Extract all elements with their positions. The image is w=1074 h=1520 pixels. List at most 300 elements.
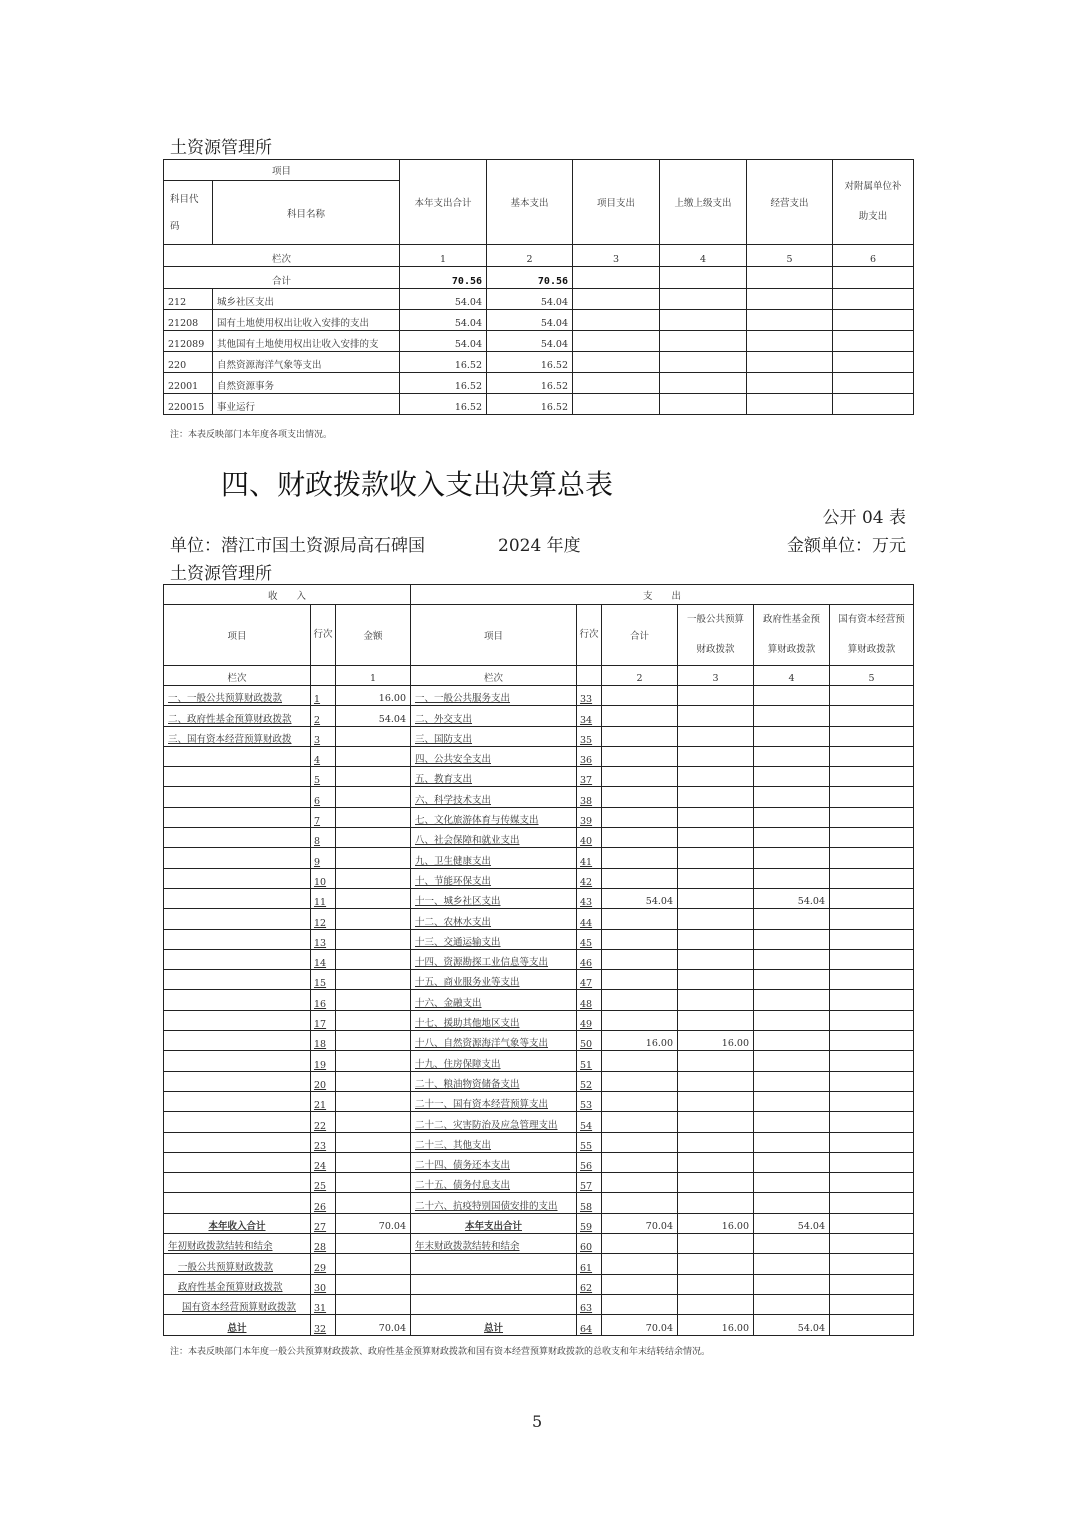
expense-amount <box>830 1132 914 1152</box>
expense-amount <box>678 787 754 807</box>
header-col-4: 上缴上级支出 <box>660 160 747 245</box>
expense-amount <box>602 807 678 827</box>
expense-amount <box>830 767 914 787</box>
expense-item: 十八、自然资源海洋气象等支出 <box>411 1031 577 1051</box>
expense-item: 二十三、其他支出 <box>411 1132 577 1152</box>
carry-row <box>164 1294 914 1314</box>
expense-amount <box>602 990 678 1010</box>
carry-row <box>164 1254 914 1274</box>
amount-cell: 54.04 <box>400 310 487 331</box>
expense-amount <box>754 1091 830 1111</box>
expense-line-no: 47 <box>577 970 602 990</box>
expense-amount <box>754 949 830 969</box>
income-amount: 70.04 <box>336 1213 411 1233</box>
table-row <box>164 929 914 949</box>
col-index: 6 <box>833 245 914 267</box>
total-value: 70.56 <box>400 267 487 289</box>
expense-amount <box>678 1193 754 1213</box>
expense-amount <box>678 1274 754 1294</box>
income-item: 本年收入合计 <box>164 1213 311 1233</box>
expense-amount <box>754 1051 830 1071</box>
income-amount <box>336 1112 411 1132</box>
expense-line-no: 56 <box>577 1152 602 1172</box>
expense-item: 六、科学技术支出 <box>411 787 577 807</box>
amount-cell <box>747 352 833 373</box>
expense-line-no: 45 <box>577 929 602 949</box>
income-line-no: 6 <box>311 787 336 807</box>
table-row <box>164 828 914 848</box>
expense-amount <box>602 706 678 726</box>
expense-amount <box>678 929 754 949</box>
expense-amount <box>830 848 914 868</box>
header-code: 科目代码 <box>164 181 213 245</box>
expense-line-no: 41 <box>577 848 602 868</box>
income-line-no: 7 <box>311 807 336 827</box>
expense-amount <box>754 706 830 726</box>
income-amount <box>336 807 411 827</box>
expense-amount: 54.04 <box>602 888 678 908</box>
income-amount <box>336 1152 411 1172</box>
subject-name: 国有土地使用权出让收入安排的支出 <box>213 310 400 331</box>
expense-line-no: 58 <box>577 1193 602 1213</box>
header-name: 科目名称 <box>213 181 400 245</box>
total-label: 合计 <box>164 267 400 289</box>
expense-amount <box>602 787 678 807</box>
income-line-no: 3 <box>311 726 336 746</box>
expense-item: 二十、粮油物资储备支出 <box>411 1071 577 1091</box>
income-line-no: 28 <box>311 1234 336 1254</box>
page-title: 四、财政拨款收入支出决算总表 <box>221 468 614 501</box>
expense-item: 七、文化旅游体育与传媒支出 <box>411 807 577 827</box>
expense-amount <box>830 1071 914 1091</box>
income-item <box>164 1132 311 1152</box>
expense-amount <box>678 888 754 908</box>
income-line-no: 25 <box>311 1173 336 1193</box>
table-row <box>164 352 914 373</box>
amount-cell <box>660 310 747 331</box>
expense-line-no: 44 <box>577 909 602 929</box>
subject-code: 212 <box>164 289 213 310</box>
expense-amount <box>602 828 678 848</box>
expense-amount <box>678 1132 754 1152</box>
table-row <box>164 394 914 415</box>
table-row <box>164 1132 914 1152</box>
currency-label: 金额单位：万元 <box>787 536 906 556</box>
income-item: 总计 <box>164 1315 311 1335</box>
expense-amount <box>678 726 754 746</box>
expense-item: 八、社会保障和就业支出 <box>411 828 577 848</box>
expense-amount <box>754 868 830 888</box>
income-amount <box>336 787 411 807</box>
header-col-1: 本年支出合计 <box>400 160 487 245</box>
expense-amount <box>678 848 754 868</box>
income-line-no: 23 <box>311 1132 336 1152</box>
subject-code: 220015 <box>164 394 213 415</box>
amount-cell: 16.52 <box>400 352 487 373</box>
table-row <box>164 949 914 969</box>
amount-cell <box>573 289 660 310</box>
amount-cell <box>573 331 660 352</box>
table-row <box>164 746 914 766</box>
expense-amount <box>602 1274 678 1294</box>
expense-amount <box>602 1010 678 1030</box>
col-index: 5 <box>830 666 914 686</box>
expense-amount <box>678 990 754 1010</box>
expense-item: 十九、住房保障支出 <box>411 1051 577 1071</box>
income-line-no: 9 <box>311 848 336 868</box>
expense-amount <box>602 929 678 949</box>
expense-amount <box>830 1315 914 1335</box>
expense-item: 总计 <box>411 1315 577 1335</box>
subject-code: 21208 <box>164 310 213 331</box>
income-line-no: 4 <box>311 746 336 766</box>
expense-amount <box>602 1091 678 1111</box>
header-fund: 政府性基金预算财政拨款 <box>754 605 830 666</box>
expense-amount <box>678 767 754 787</box>
amount-cell: 54.04 <box>400 289 487 310</box>
expense-item: 十一、城乡社区支出 <box>411 888 577 908</box>
expense-line-no: 51 <box>577 1051 602 1071</box>
expense-item <box>411 1254 577 1274</box>
income-amount <box>336 1031 411 1051</box>
expense-amount <box>678 706 754 726</box>
header-income-line: 行次 <box>311 605 336 666</box>
carry-row <box>164 1274 914 1294</box>
table-row <box>164 1173 914 1193</box>
expense-amount <box>678 949 754 969</box>
expense-item: 十四、资源勘探工业信息等支出 <box>411 949 577 969</box>
income-amount <box>336 1254 411 1274</box>
carry-row <box>164 1234 914 1254</box>
page-number: 5 <box>532 1412 543 1431</box>
expense-amount <box>602 726 678 746</box>
expense-amount <box>754 929 830 949</box>
income-line-no: 32 <box>311 1315 336 1335</box>
expense-line-no: 49 <box>577 1010 602 1030</box>
expense-line-no: 64 <box>577 1315 602 1335</box>
expense-amount <box>830 706 914 726</box>
expense-item: 二十四、债务还本支出 <box>411 1152 577 1172</box>
income-amount <box>336 1091 411 1111</box>
income-item: 三、国有资本经营预算财政拨 <box>164 726 311 746</box>
expense-amount <box>830 1294 914 1314</box>
expense-amount <box>602 746 678 766</box>
col-index: 2 <box>602 666 678 686</box>
income-item <box>164 990 311 1010</box>
amount-cell <box>833 331 914 352</box>
expense-amount <box>678 1071 754 1091</box>
expense-amount <box>602 1051 678 1071</box>
income-amount <box>336 1294 411 1314</box>
expense-line-no: 33 <box>577 686 602 706</box>
amount-cell <box>660 373 747 394</box>
table3-note: 注：本表反映部门本年度各项支出情况。 <box>170 430 333 440</box>
expense-amount <box>830 686 914 706</box>
expense-item: 四、公共安全支出 <box>411 746 577 766</box>
income-line-no: 5 <box>311 767 336 787</box>
amount-cell <box>747 394 833 415</box>
income-line-no: 27 <box>311 1213 336 1233</box>
header-total: 合计 <box>602 605 678 666</box>
income-line-no: 10 <box>311 868 336 888</box>
income-item <box>164 848 311 868</box>
amount-cell <box>660 289 747 310</box>
year-total-row <box>164 1213 914 1233</box>
table-row <box>164 807 914 827</box>
col-index: 1 <box>400 245 487 267</box>
income-amount <box>336 1173 411 1193</box>
unit-label: 单位：潜江市国土资源局高石碑国 <box>170 536 425 556</box>
table-row <box>164 909 914 929</box>
table-row <box>164 373 914 394</box>
col-index <box>311 666 336 686</box>
income-item <box>164 807 311 827</box>
expense-amount <box>678 1294 754 1314</box>
expense-table <box>163 159 914 415</box>
expense-amount <box>602 1071 678 1091</box>
income-line-no: 22 <box>311 1112 336 1132</box>
expense-amount <box>678 1234 754 1254</box>
expense-amount <box>678 1091 754 1111</box>
expense-amount <box>830 787 914 807</box>
expense-item: 二十一、国有资本经营预算支出 <box>411 1091 577 1111</box>
amount-cell <box>833 352 914 373</box>
expense-amount <box>830 1152 914 1172</box>
expense-item: 十五、商业服务业等支出 <box>411 970 577 990</box>
table-row <box>164 686 914 706</box>
amount-cell <box>573 352 660 373</box>
income-item <box>164 929 311 949</box>
expense-item: 五、教育支出 <box>411 767 577 787</box>
expense-amount <box>830 807 914 827</box>
income-item: 政府性基金预算财政拨款 <box>164 1274 311 1294</box>
subject-name: 城乡社区支出 <box>213 289 400 310</box>
expense-amount <box>754 1112 830 1132</box>
expense-amount <box>754 1234 830 1254</box>
income-line-no: 16 <box>311 990 336 1010</box>
income-amount: 70.04 <box>336 1315 411 1335</box>
expense-line-no: 42 <box>577 868 602 888</box>
expense-item <box>411 1294 577 1314</box>
income-item <box>164 888 311 908</box>
income-amount <box>336 828 411 848</box>
income-item <box>164 1152 311 1172</box>
income-item <box>164 970 311 990</box>
expense-item: 十七、援助其他地区支出 <box>411 1010 577 1030</box>
income-line-no: 14 <box>311 949 336 969</box>
expense-amount: 70.04 <box>602 1213 678 1233</box>
expense-line-no: 59 <box>577 1213 602 1233</box>
income-line-no: 26 <box>311 1193 336 1213</box>
expense-amount <box>754 1193 830 1213</box>
col-index-label: 栏次 <box>164 666 311 686</box>
expense-line-no: 60 <box>577 1234 602 1254</box>
income-item: 年初财政拨款结转和结余 <box>164 1234 311 1254</box>
expense-amount <box>678 1152 754 1172</box>
income-item <box>164 767 311 787</box>
expense-amount <box>678 828 754 848</box>
expense-line-no: 52 <box>577 1071 602 1091</box>
total-value: 70.56 <box>487 267 573 289</box>
expense-amount <box>678 868 754 888</box>
total-value <box>660 267 747 289</box>
header-col-6: 对附属单位补助支出 <box>833 160 914 245</box>
amount-cell: 16.52 <box>487 373 573 394</box>
subject-name: 自然资源海洋气象等支出 <box>213 352 400 373</box>
expense-amount <box>678 1173 754 1193</box>
amount-cell: 16.52 <box>400 394 487 415</box>
table-row <box>164 726 914 746</box>
expense-amount: 16.00 <box>678 1213 754 1233</box>
amount-cell <box>833 394 914 415</box>
header-general: 一般公共预算财政拨款 <box>678 605 754 666</box>
expense-amount <box>754 1254 830 1274</box>
col-index: 3 <box>573 245 660 267</box>
expense-amount <box>602 767 678 787</box>
expense-amount <box>602 848 678 868</box>
expense-item: 十三、交通运输支出 <box>411 929 577 949</box>
amount-cell: 16.52 <box>487 394 573 415</box>
expense-amount <box>754 686 830 706</box>
expense-amount <box>678 1051 754 1071</box>
income-amount <box>336 888 411 908</box>
table-row <box>164 767 914 787</box>
income-item <box>164 1091 311 1111</box>
expense-amount: 16.00 <box>678 1031 754 1051</box>
expense-amount <box>678 1112 754 1132</box>
table-row <box>164 289 914 310</box>
subject-name: 其他国有土地使用权出让收入安排的支 <box>213 331 400 352</box>
expense-amount <box>602 1234 678 1254</box>
table-row <box>164 848 914 868</box>
table4-note: 注：本表反映部门本年度一般公共预算财政拨款、政府性基金预算财政拨款和国有资本经营预算财政拨款的总收支和年末结转结余情况。 <box>170 1347 711 1357</box>
income-line-no: 17 <box>311 1010 336 1030</box>
amount-cell <box>573 310 660 331</box>
expense-amount <box>830 726 914 746</box>
expense-item <box>411 1274 577 1294</box>
expense-amount <box>754 1294 830 1314</box>
expense-amount <box>754 787 830 807</box>
expense-amount <box>830 929 914 949</box>
expense-line-no: 37 <box>577 767 602 787</box>
income-line-no: 2 <box>311 706 336 726</box>
expense-amount <box>754 1173 830 1193</box>
total-value <box>747 267 833 289</box>
expense-amount <box>602 970 678 990</box>
header-expense-line: 行次 <box>577 605 602 666</box>
income-amount <box>336 1071 411 1091</box>
total-value <box>573 267 660 289</box>
expense-line-no: 36 <box>577 746 602 766</box>
expense-amount <box>830 909 914 929</box>
expense-amount <box>754 1010 830 1030</box>
table-row <box>164 1152 914 1172</box>
expense-amount <box>678 1254 754 1274</box>
expense-amount <box>754 1031 830 1051</box>
unit-continuation: 土资源管理所 <box>170 138 272 158</box>
header-col-5: 经营支出 <box>747 160 833 245</box>
expense-amount <box>754 1274 830 1294</box>
expense-amount <box>754 828 830 848</box>
expense-amount <box>754 848 830 868</box>
expense-line-no: 35 <box>577 726 602 746</box>
amount-cell <box>833 310 914 331</box>
header-state: 国有资本经营预算财政拨款 <box>830 605 914 666</box>
expense-amount <box>754 767 830 787</box>
expense-item: 年末财政拨款结转和结余 <box>411 1234 577 1254</box>
income-amount <box>336 1274 411 1294</box>
header-col-3: 项目支出 <box>573 160 660 245</box>
amount-cell <box>573 394 660 415</box>
col-index: 4 <box>660 245 747 267</box>
table-row <box>164 706 914 726</box>
grand-total-row <box>164 1315 914 1335</box>
expense-amount <box>678 909 754 929</box>
expense-amount <box>830 868 914 888</box>
expense-amount <box>830 1091 914 1111</box>
expense-line-no: 61 <box>577 1254 602 1274</box>
amount-cell <box>573 373 660 394</box>
total-row <box>164 267 914 289</box>
col-index: 3 <box>678 666 754 686</box>
expense-amount <box>754 970 830 990</box>
table-row <box>164 888 914 908</box>
expense-line-no: 48 <box>577 990 602 1010</box>
expense-amount: 54.04 <box>754 1213 830 1233</box>
expense-line-no: 34 <box>577 706 602 726</box>
expense-amount <box>678 807 754 827</box>
expense-amount <box>678 746 754 766</box>
expense-amount <box>754 990 830 1010</box>
expense-item: 一、一般公共服务支出 <box>411 686 577 706</box>
expense-amount <box>830 888 914 908</box>
amount-cell <box>747 331 833 352</box>
expense-amount: 16.00 <box>678 1315 754 1335</box>
expense-amount <box>602 909 678 929</box>
expense-line-no: 62 <box>577 1274 602 1294</box>
expense-item: 十二、农林水支出 <box>411 909 577 929</box>
header-income-project: 项目 <box>164 605 311 666</box>
amount-cell: 54.04 <box>487 289 573 310</box>
col-index: 4 <box>754 666 830 686</box>
expense-item: 三、国防支出 <box>411 726 577 746</box>
income-item <box>164 1010 311 1030</box>
table-row <box>164 990 914 1010</box>
expense-amount <box>830 746 914 766</box>
expense-line-no: 54 <box>577 1112 602 1132</box>
expense-line-no: 39 <box>577 807 602 827</box>
expense-amount <box>830 1112 914 1132</box>
income-amount <box>336 1234 411 1254</box>
income-item: 一般公共预算财政拨款 <box>164 1254 311 1274</box>
expense-item: 二十六、抗疫特别国债安排的支出 <box>411 1193 577 1213</box>
header-amount: 金额 <box>336 605 411 666</box>
header-expense-project: 项目 <box>411 605 577 666</box>
amount-cell: 54.04 <box>400 331 487 352</box>
amount-cell: 54.04 <box>487 331 573 352</box>
table-row <box>164 1112 914 1132</box>
table-row <box>164 868 914 888</box>
expense-amount <box>602 1254 678 1274</box>
subject-code: 22001 <box>164 373 213 394</box>
income-line-no: 30 <box>311 1274 336 1294</box>
expense-item: 二、外交支出 <box>411 706 577 726</box>
income-amount <box>336 929 411 949</box>
expense-amount <box>830 970 914 990</box>
expense-amount <box>830 1213 914 1233</box>
expense-amount <box>602 868 678 888</box>
expense-amount <box>602 1193 678 1213</box>
